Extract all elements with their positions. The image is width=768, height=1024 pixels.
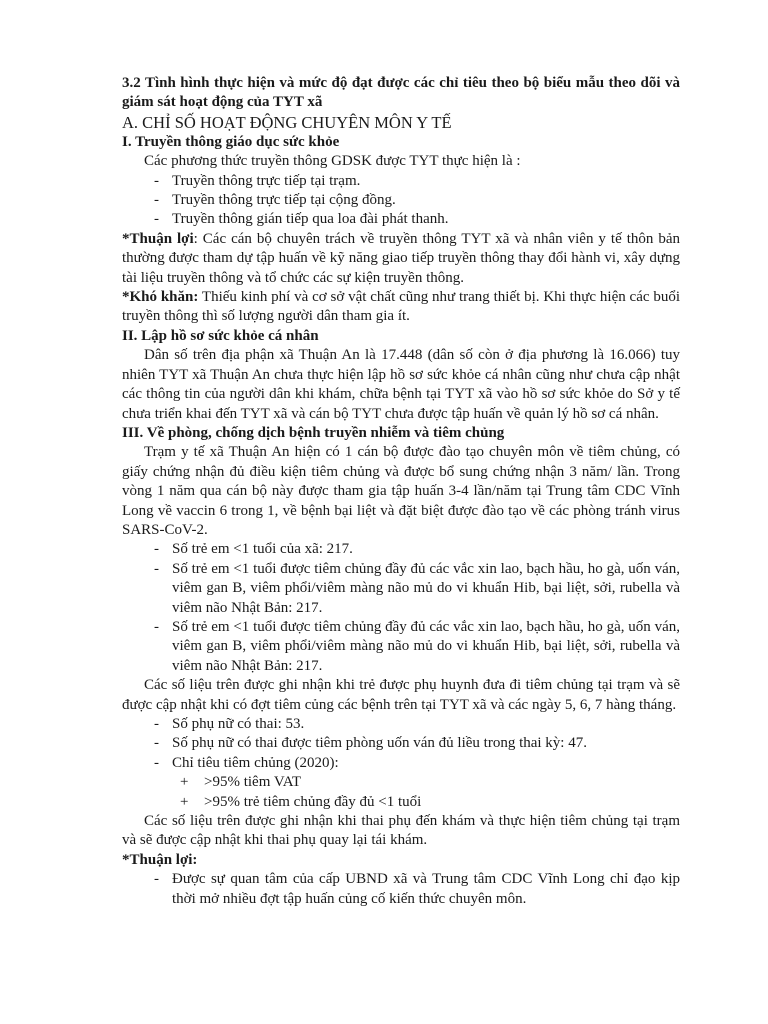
section-3-list-1 bbox=[122, 540, 680, 676]
section-1-advantages bbox=[122, 230, 680, 288]
list-item: - Được sự quan tâm của cấp UBND xã và Trung tâm CDC Vĩnh Long chỉ đạo kịp thời mở nhiều đợt tập huấn củng cố kiến thức chuyên môn. bbox=[122, 870, 680, 909]
section-1-intro: Các phương thức truyền thông GDSK được TYT thực hiện là : bbox=[144, 153, 521, 170]
difficulties-label: *Khó khăn: bbox=[122, 289, 199, 306]
list-item: - Số phụ nữ có thai được tiêm phòng uốn ván đủ liều trong thai kỳ: 47. bbox=[122, 734, 680, 753]
section-1-difficulties bbox=[122, 288, 680, 327]
section-2-paragraph: Dân số trên địa phận xã Thuận An là 17.448 (dân số còn ở địa phương là 16.066) tuy nhiên TYT xã Thuận An chưa thực hiện lập hồ sơ sức khỏe cá nhân cũng như chưa cập nhật các thông tin của người dân khi khám, chữa bệnh tại TYT xã vào hồ sơ sức khỏe do Sở y tế chưa triển khai đến TYT xã và cán bộ TYT chưa được tập huấn về quản lý hồ sơ cá nhân. bbox=[122, 347, 680, 422]
section-3-paragraph-3: Các số liệu trên được ghi nhận khi thai phụ đến khám và thực hiện tiêm chủng tại trạm và sẽ được cập nhật khi thai phụ quay lại tái khám. bbox=[122, 813, 680, 849]
list-item: - Truyền thông trực tiếp tại trạm. bbox=[122, 172, 680, 191]
advantages-text: : Các cán bộ chuyên trách về truyền thông TYT xã và nhân viên y tế thôn bản thường được tham dự tập huấn về kỹ năng giao tiếp truyền thông thay đổi hành vi, xây dựng tài liệu truyền thông và tổ chức các sự kiện truyền thông. bbox=[122, 230, 680, 286]
section-a-heading: A. CHỈ SỐ HOẠT ĐỘNG CHUYÊN MÔN Y TẾ bbox=[122, 112, 452, 132]
sub-list-item: + >95% tiêm VAT bbox=[122, 773, 680, 792]
section-3-paragraph-2: Các số liệu trên được ghi nhận khi trẻ được phụ huynh đưa đi tiêm chủng tại trạm và sẽ được cập nhật khi có đợt tiêm củng các bệnh trên tại TYT xã và các ngày 5, 6, 7 hàng tháng. bbox=[122, 677, 680, 713]
difficulties-text: Thiếu kinh phí và cơ sở vật chất cũng như trang thiết bị. Khi thực hiện các buổi truyền thông thì số lượng người dân tham gia ít. bbox=[122, 289, 680, 325]
section-2-heading: II. Lập hồ sơ sức khỏe cá nhân bbox=[122, 327, 319, 344]
section-3-list-2 bbox=[122, 715, 680, 773]
section-3-sublist bbox=[122, 773, 680, 812]
document-heading: 3.2 Tình hình thực hiện và mức độ đạt được các chỉ tiêu theo bộ biểu mẫu theo dõi và giám sát hoạt động của TYT xã bbox=[122, 75, 680, 111]
document-page bbox=[122, 74, 680, 909]
section-3-heading: III. Về phòng, chống dịch bệnh truyền nhiễm và tiêm chủng bbox=[122, 424, 505, 441]
section-1-heading: I. Truyền thông giáo dục sức khỏe bbox=[122, 133, 340, 150]
list-item: - Số trẻ em <1 tuổi của xã: 217. bbox=[122, 540, 680, 559]
section-3-advantages-label: *Thuận lợi: bbox=[122, 851, 198, 868]
section-3-advantages-list bbox=[122, 870, 680, 909]
section-3-paragraph-1: Trạm y tế xã Thuận An hiện có 1 cán bộ được đào tạo chuyên môn về tiêm chủng, có giấy chứng nhận đủ điều kiện tiêm chủng và được bổ sung chứng nhận 3 năm/ lần. Trong vòng 1 năm qua cán bộ này được tham gia tập huấn 3-4 lần/năm tại Trung tâm CDC Vĩnh Long về vaccin 6 trong 1, về bệnh bại liệt và đặt biệt được đào tạo về các phòng tránh virus SARS-CoV-2. bbox=[122, 444, 680, 538]
list-item: - Số trẻ em <1 tuổi được tiêm chủng đầy đủ các vắc xin lao, bạch hầu, ho gà, uốn ván, viêm gan B, viêm phổi/viêm màng não mủ do vi khuẩn Hib, bại liệt, sởi, rubella và viêm não Nhật Bản: 217. bbox=[122, 618, 680, 676]
list-item: - Số phụ nữ có thai: 53. bbox=[122, 715, 680, 734]
list-item: - Truyền thông trực tiếp tại cộng đồng. bbox=[122, 191, 680, 210]
list-item: - Chỉ tiêu tiêm chủng (2020): bbox=[122, 754, 680, 773]
advantages-label: *Thuận lợi bbox=[122, 230, 194, 247]
list-item: - Truyền thông gián tiếp qua loa đài phát thanh. bbox=[122, 210, 680, 229]
sub-list-item: + >95% trẻ tiêm chủng đầy đủ <1 tuổi bbox=[122, 793, 680, 812]
section-1-list bbox=[122, 172, 680, 230]
list-item: - Số trẻ em <1 tuổi được tiêm chủng đầy đủ các vắc xin lao, bạch hầu, ho gà, uốn ván, viêm gan B, viêm phổi/viêm màng não mủ do vi khuẩn Hib, bại liệt, sởi, rubella và viêm não Nhật Bản: 217. bbox=[122, 560, 680, 618]
